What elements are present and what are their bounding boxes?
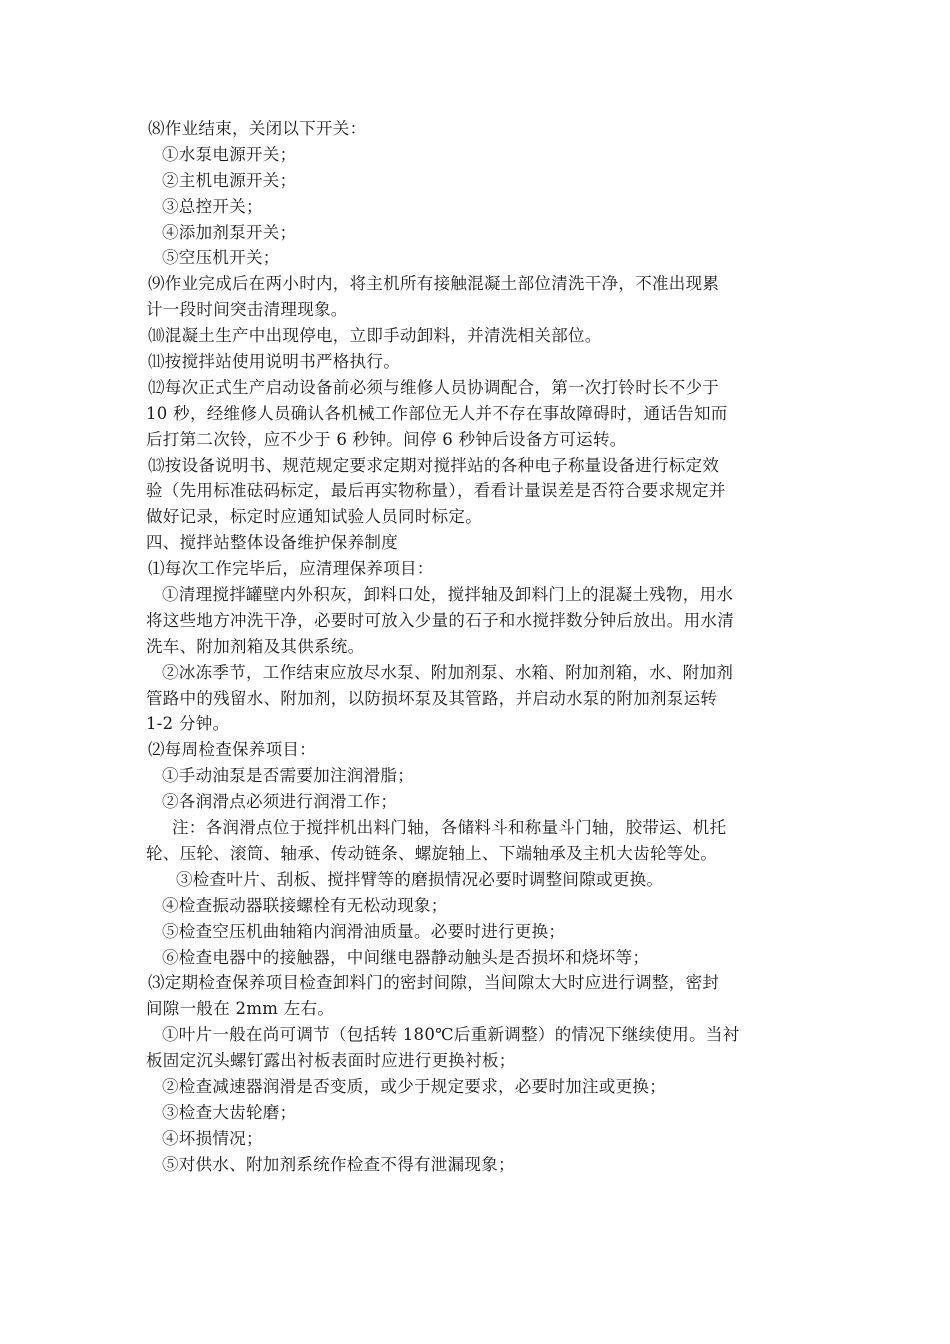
text-line: 洗车、附加剂箱及其供系统。 xyxy=(146,636,365,656)
text-line: ④检查振动器联接螺栓有无松动现象； xyxy=(162,895,448,915)
text-line: ②检查减速器润滑是否变质，或少于规定要求，必要时加注或更换； xyxy=(162,1076,666,1096)
text-line: ⑼作业完成后在两小时内，将主机所有接触混凝土部位清洗干净，不准出现累 xyxy=(148,274,720,294)
text-line: ⑻作业结束，关闭以下开关： xyxy=(148,119,367,138)
text-line: ⑥检查电器中的接触器，中间继电器静动触头是否损坏和烧坏等； xyxy=(162,947,650,967)
text-line: ⑵每周检查保养项目： xyxy=(148,740,316,760)
text-line: ⑤对供水、附加剂系统作检查不得有泄漏现象； xyxy=(162,1154,515,1174)
text-line: 间隙一般在 2mm 左右。 xyxy=(146,999,335,1019)
text-line: ④添加剂泵开关； xyxy=(162,222,297,242)
text-line: ③总控开关； xyxy=(162,196,263,216)
text-line: ⑾按搅拌站使用说明书严格执行。 xyxy=(148,352,400,372)
text-line: 四、搅拌站整体设备维护保养制度 xyxy=(146,533,398,553)
text-line: ①手动油泵是否需要加注润滑脂； xyxy=(162,766,414,786)
text-line: ①水泵电源开关； xyxy=(162,144,297,164)
text-line: 验（先用标准砝码标定，最后再实物称量），看看计量误差是否符合要求规定并 xyxy=(146,481,726,501)
text-line: ②各润滑点必须进行润滑工作； xyxy=(162,792,398,812)
text-line: 轮、压轮、滚筒、轴承、传动链条、螺旋轴上、下端轴承及主机大齿轮等处。 xyxy=(146,843,718,863)
text-line: ①叶片一般在尚可调节（包括转 180℃后重新调整）的情况下继续使用。当衬 xyxy=(162,1025,740,1045)
text-line: 计一段时间突击清理现象。 xyxy=(146,300,348,320)
text-line: ①清理搅拌罐壁内外积灰，卸料口处，搅拌轴及卸料门上的混凝土残物，用水 xyxy=(162,585,734,605)
text-line: 做好记录，标定时应通知试验人员同时标定。 xyxy=(146,507,482,527)
text-line: 板固定沉头螺钉露出衬板表面时应进行更换衬板； xyxy=(146,1051,516,1071)
text-line: ⑴每次工作完毕后，应清理保养项目： xyxy=(148,559,434,579)
text-line: 1-2 分钟。 xyxy=(146,714,230,734)
text-line: ⒀按设备说明书、规范规定要求定期对搅拌站的各种电子称量设备进行标定效 xyxy=(148,455,720,475)
document-body xyxy=(146,116,812,1178)
text-line: ④坏损情况； xyxy=(162,1128,263,1148)
text-line: 将这些地方冲洗干净，必要时可放入少量的石子和水搅拌数分钟后放出。用水清 xyxy=(146,610,734,630)
text-line: 10 秒，经维修人员确认各机械工作部位无人并不存在事故障碍时，通话告知而 xyxy=(146,403,728,423)
text-line: ②主机电源开关； xyxy=(162,170,297,190)
text-line: ⑽混凝土生产中出现停电，立即手动卸料，并清洗相关部位。 xyxy=(148,326,602,346)
text-line: ③检查大齿轮磨； xyxy=(162,1102,297,1122)
text-line: 后打第二次铃，应不少于 6 秒钟。间停 6 秒钟后设备方可运转。 xyxy=(146,429,627,449)
text-line: ③检查叶片、刮板、搅拌臂等的磨损情况必要时调整间隙或更换。 xyxy=(176,869,664,889)
text-line: 注：各润滑点位于搅拌机出料门轴，各储料斗和称量斗门轴，胶带运、机托 xyxy=(172,818,727,838)
text-line: ⑶定期检查保养项目检查卸料门的密封间隙，当间隙太大时应进行调整，密封 xyxy=(148,973,720,993)
text-line: ⑿每次正式生产启动设备前必须与维修人员协调配合，第一次打铃时长不少于 xyxy=(148,377,720,397)
text-line: ⑤空压机开关； xyxy=(162,248,280,268)
text-line: ⑤检查空压机曲轴箱内润滑油质量。必要时进行更换； xyxy=(162,921,566,941)
text-line: ②冰冻季节，工作结束应放尽水泵、附加剂泵、水箱、附加剂箱，水、附加剂 xyxy=(162,662,734,682)
text-line: 管路中的残留水、附加剂，以防损坏泵及其管路，并启动水泵的附加剂泵运转 xyxy=(146,688,718,708)
